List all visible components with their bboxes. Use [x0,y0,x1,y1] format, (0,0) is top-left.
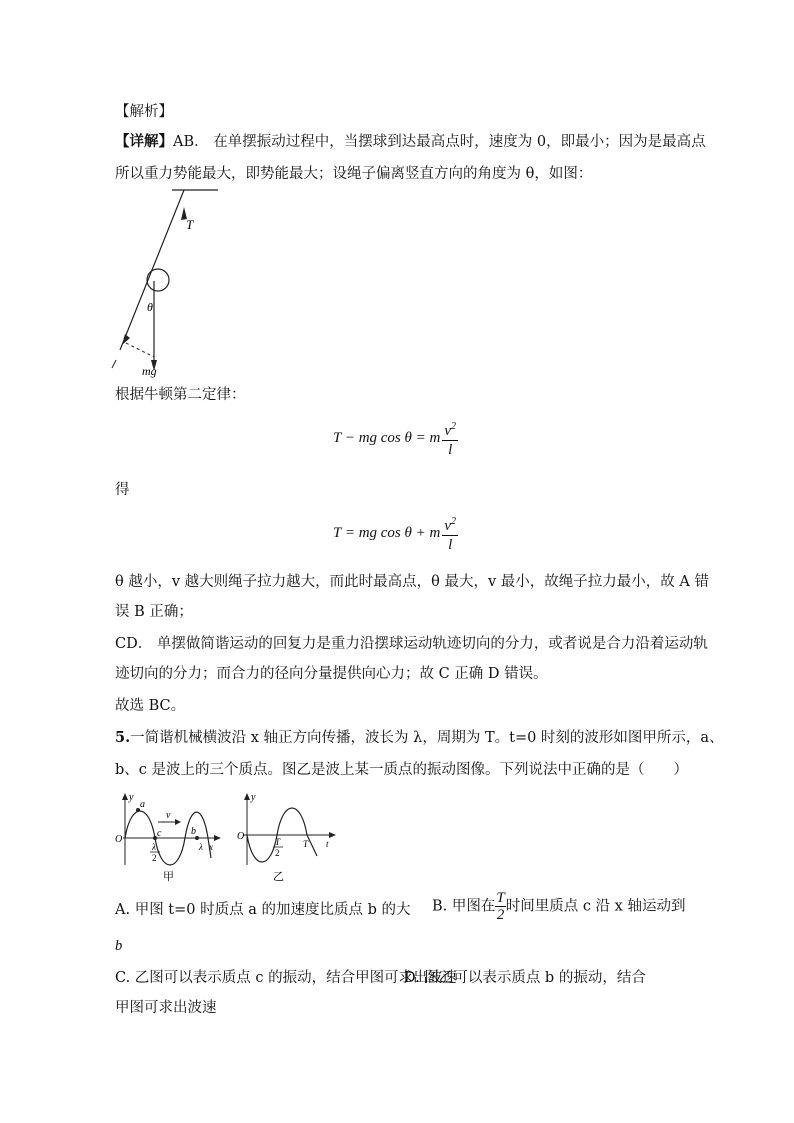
label-T: T [186,217,194,232]
detail-text-1: AB． 在单摆振动过程中，当摆球到达最高点时，速度为 0，即最小；因为是最高点 [173,134,706,150]
jia-y-label: y [129,792,134,803]
yi-half-num: T [275,837,281,847]
section-label: 【解析】 [115,104,173,120]
jia-x-label: x [209,842,213,852]
option-d-continued: 甲图可求出波速 [115,1000,217,1016]
option-b-fraction-num: T [496,890,505,906]
cd-line-1: CD． 单摆做简谐运动的回复力是重力沿摆球运动轨迹切向的分力，或者说是合力沿着运动轨 [115,636,708,652]
y-axis-arrow [122,793,128,800]
pendulum-bob [147,269,169,291]
yi-half-den: 2 [275,848,280,858]
jia-v-label: v [166,810,171,821]
dashed-component [126,343,154,357]
answer-text: 故选 BC。 [115,698,186,714]
eq2-sup: 2 [451,516,457,527]
yi-T-label: T [303,839,309,849]
yi-t-label: t [326,839,329,849]
yi-y-axis-arrow [244,793,250,800]
conclusion-line-1: θ 越小，v 越大则绳子拉力越大，而此时最高点，θ 最大，v 最小，故绳子拉力最小，故 A 错 [115,574,709,590]
option-b-fraction-den: 2 [496,907,505,923]
jia-half-den: 2 [152,853,157,863]
eq1-sup: 2 [451,421,457,432]
option-c: C. 乙图可以表示质点 c 的振动，结合甲图可求出波速 [115,970,457,986]
jia-caption: 甲 [163,870,174,882]
jia-origin: O [115,834,123,845]
dash-mark [112,360,116,368]
equation-1 [333,418,458,459]
detail-label: 【详解】 [115,133,173,150]
newton-law-text: 根据牛顿第二定律： [115,387,246,403]
question-5-line-2: b、c 是波上的三个质点。图乙是波上某一质点的振动图像。下列说法中正确的是（ ） [115,762,689,778]
option-d: D. 图乙可以表示质点 b 的振动，结合 [404,970,646,986]
equation-2-lhs: T = mg cos θ + m [333,524,441,541]
option-a: A. 甲图 t=0 时质点 a 的加速度比质点 b 的大 [115,902,411,918]
yi-y-label: y [251,792,256,803]
wave-figure-jia [113,790,223,882]
detail-line-1 [115,132,706,152]
option-b [432,890,685,923]
eq1-den: l [448,442,453,458]
conclusion-line-2: 误 B 正确； [115,604,193,620]
vibration-figure-yi [233,790,343,882]
de-text: 得 [115,482,130,498]
equation-1-lhs: T − mg cos θ = m [333,429,441,446]
t-axis-arrow [329,832,336,838]
jia-a-label: a [140,799,145,810]
option-b-continued: b [115,938,123,954]
label-mg: mg [142,364,157,378]
cd-line-2: 迹切向的分力；而合力的径向分量提供向心力；故 C 正确 D 错误。 [115,666,548,682]
jia-b-label: b [191,826,196,837]
question-number: 5. [115,729,131,746]
yi-origin: O [237,831,245,842]
jia-half-num: λ [152,842,156,852]
x-axis-arrow [214,835,221,841]
equation-1-fraction [442,418,458,459]
question-5-text-1: 一简谐机械横波沿 x 轴正方向传播，波长为 λ，周期为 T。t=0 时刻的波形如图甲所示，a、 [130,730,724,746]
velocity-arrow-head [175,819,181,825]
eq1-num: v [444,423,452,439]
option-b-fraction [495,890,505,923]
eq2-den: l [448,537,453,553]
pendulum-figure [110,185,220,380]
option-b-prefix: B. 甲图在 [432,898,496,915]
jia-c-label: c [157,828,162,839]
string-line [120,190,184,350]
equation-2-fraction [442,513,458,554]
question-5-line-1 [115,728,724,748]
option-b-suffix: 时间里质点 c 沿 x 轴运动到 [505,898,686,915]
yi-caption: 乙 [273,870,284,882]
equation-2 [333,513,458,554]
eq2-num: v [444,518,452,534]
jia-lambda: λ [199,842,203,852]
label-theta: θ [147,300,153,314]
detail-line-2: 所以重力势能最大，即势能最大；设绳子偏离竖直方向的角度为 θ，如图： [115,166,593,182]
